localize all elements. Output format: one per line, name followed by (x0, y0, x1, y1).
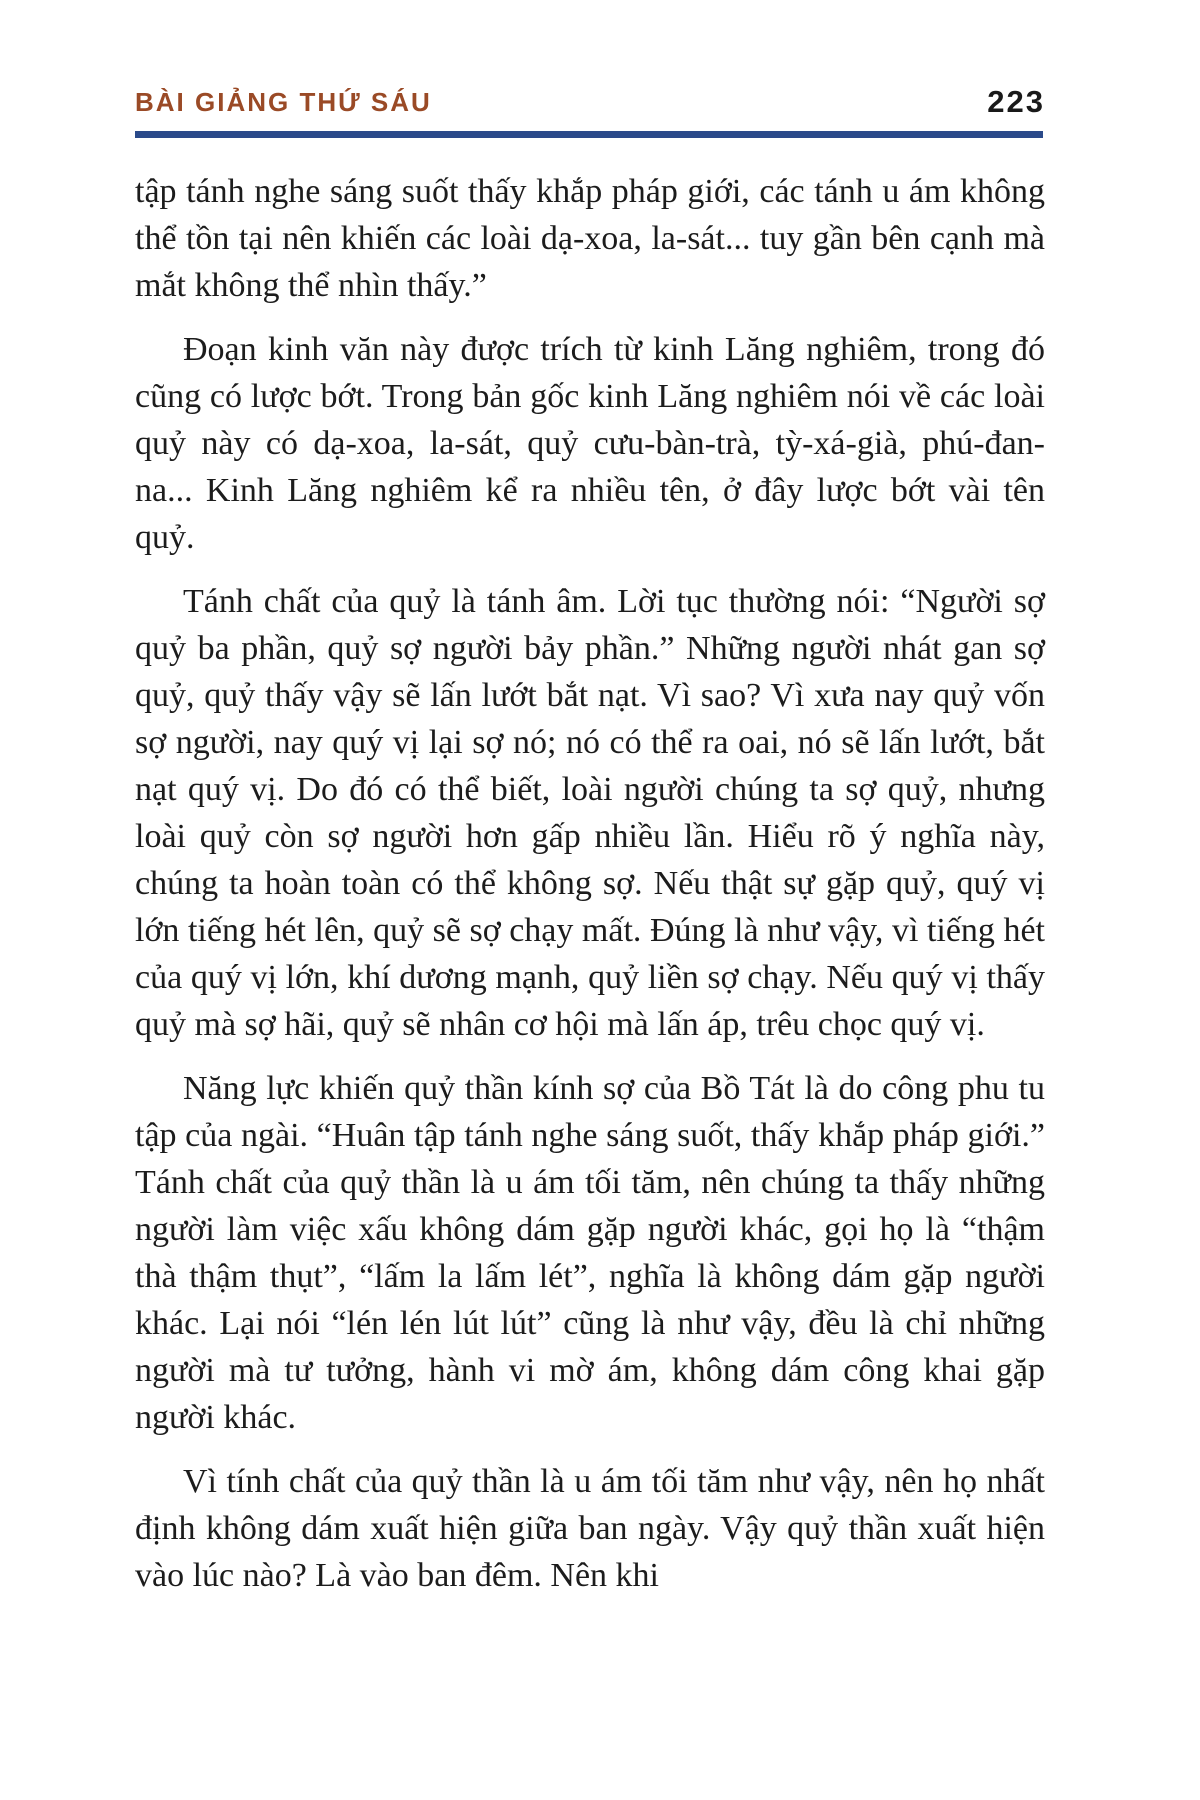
paragraph: Tánh chất của quỷ là tánh âm. Lời tục thường nói: “Người sợ quỷ ba phần, quỷ sợ người bảy phần.” Những người nhát gan sợ quỷ, quỷ thấy vậy sẽ lấn lướt bắt nạt. Vì sao? Vì xưa nay quỷ vốn sợ người, nay quý vị lại sợ nó; nó có thể ra oai, nó sẽ lấn lướt, bắt nạt quý vị. Do đó có thể biết, loài người chúng ta sợ quỷ, nhưng loài quỷ còn sợ người hơn gấp nhiều lần. Hiểu rõ ý nghĩa này, chúng ta hoàn toàn có thể không sợ. Nếu thật sự gặp quỷ, quý vị lớn tiếng hét lên, quỷ sẽ sợ chạy mất. Đúng là như vậy, vì tiếng hét của quý vị lớn, khí dương mạnh, quỷ liền sợ chạy. Nếu quý vị thấy quỷ mà sợ hãi, quỷ sẽ nhân cơ hội mà lấn áp, trêu chọc quý vị. (135, 583, 1045, 1043)
paragraph: Năng lực khiến quỷ thần kính sợ của Bồ Tát là do công phu tu tập của ngài. “Huân tập tánh nghe sáng suốt, thấy khắp pháp giới.” Tánh chất của quỷ thần là u ám tối tăm, nên chúng ta thấy những người làm việc xấu không dám gặp người khác, gọi họ là “thậm thà thậm thụt”, “lấm la lấm lét”, nghĩa là không dám gặp người khác. Lại nói “lén lén lút lút” cũng là như vậy, đều là chỉ những người mà tư tưởng, hành vi mờ ám, không dám công khai gặp người khác. (135, 1070, 1045, 1436)
header-rule (135, 131, 1043, 138)
paragraph: Vì tính chất của quỷ thần là u ám tối tăm như vậy, nên họ nhất định không dám xuất hiện giữa ban ngày. Vậy quỷ thần xuất hiện vào lúc nào? Là vào ban đêm. Nên khi (135, 1463, 1045, 1594)
running-title: BÀI GIẢNG THỨ SÁU (135, 87, 432, 118)
paragraph: tập tánh nghe sáng suốt thấy khắp pháp giới, các tánh u ám không thể tồn tại nên khiến các loài dạ-xoa, la-sát... tuy gần bên cạnh mà mắt không thể nhìn thấy.” (135, 173, 1045, 304)
paragraph: Đoạn kinh văn này được trích từ kinh Lăng nghiêm, trong đó cũng có lược bớt. Trong bản gốc kinh Lăng nghiêm nói về các loài quỷ này có dạ-xoa, la-sát, quỷ cưu-bàn-trà, tỳ-xá-già, phú-đan-na... Kinh Lăng nghiêm kể ra nhiều tên, ở đây lược bớt vài tên quỷ. (135, 331, 1045, 556)
page-header (135, 86, 1045, 117)
body-text (135, 168, 1045, 1616)
page-number: 223 (987, 84, 1045, 119)
